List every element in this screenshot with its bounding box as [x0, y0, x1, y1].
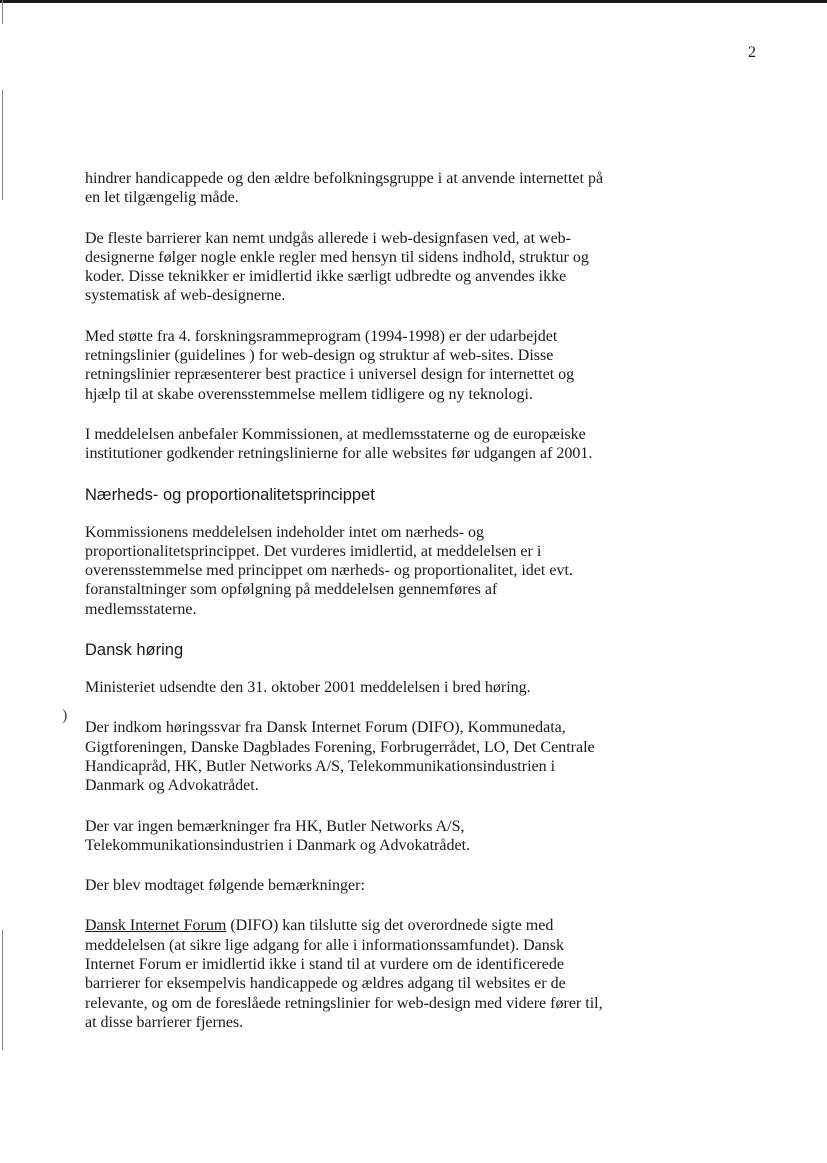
paragraph: Kommissionens meddelelsen indeholder intet om nærheds- og proportionalitetsprincippet. Det vurderes imidlertid, at meddelelsen er i overensstemmelse med princippet om nærheds- og proportionalitet, idet evt. foranstaltninger som opfølgning på meddelelsen gennemføres af medlemsstaterne. — [85, 523, 573, 618]
margin-parenthesis: ) — [62, 707, 68, 724]
paragraph: Ministeriet udsendte den 31. oktober 2001 meddelelsen i bred høring. — [85, 679, 531, 697]
left-edge-mark — [2, 90, 3, 200]
paragraph: Med støtte fra 4. forskningsrammeprogram (1994-1998) er der udarbejdet retningslinier (guidelines ) for web-design og struktur af web-sites. Disse retningslinier repræsenterer best practice i universel design for internettet og hjælp til at skabe overensstemmelse mellem tidligere og ny teknologi. — [85, 327, 575, 403]
top-rule — [0, 0, 827, 3]
document-body — [85, 169, 605, 1053]
paragraph — [85, 916, 605, 1032]
paragraph: Der var ingen bemærkninger fra HK, Butler Networks A/S, Telekommunikationsindustrien i Danmark og Advokatrådet. — [85, 817, 471, 854]
paragraph: I meddelelsen anbefaler Kommissionen, at medlemsstaterne og de europæiske institutioner godkender retningslinierne for alle websites før udgangen af 2001. — [85, 425, 593, 463]
page-number: 2 — [748, 44, 756, 61]
paragraph: Der indkom høringssvar fra Dansk Internet Forum (DIFO), Kommunedata, Gigtforeningen, Danske Dagblades Forening, Forbrugerrådet, LO, Det Centrale Handicapråd, HK, Butler Networks A/S, Telekommunikationsindustrien i Danmark og Advokatrådet. — [85, 719, 595, 795]
section-heading: Nærheds- og proportionalitetsprincippet — [85, 485, 375, 504]
left-edge-mark — [2, 0, 3, 24]
paragraph: hindrer handicappede og den ældre befolkningsgruppe i at anvende internettet på en let tilgængelig måde. — [85, 170, 604, 207]
left-edge-mark — [2, 930, 3, 1050]
paragraph: Der blev modtaget følgende bemærkninger: — [85, 877, 365, 895]
underlined-organization-name: Dansk Internet Forum — [85, 917, 227, 935]
paragraph-text: (DIFO) kan tilslutte sig det overordnede sigte med meddelelsen (at sikre lige adgang for alle i informationssamfundet). Dansk Internet Forum er imidlertid ikke i stand til at vurdere om de identificerede barrierer for eksempelvis handicappede og ældres adgang til websites er de relevante, og om de foreslåede retningslinier for web-design med videre fører til, at disse barrierer fjernes. — [85, 917, 603, 1031]
section-heading: Dansk høring — [85, 641, 184, 660]
paragraph: De fleste barrierer kan nemt undgås allerede i web-designfasen ved, at web-designerne følger nogle enkle regler med hensyn til sidens indhold, struktur og koder. Disse teknikker er imidlertid ikke særligt udbredte og anvendes ikke systematisk af web-designerne. — [85, 229, 589, 305]
